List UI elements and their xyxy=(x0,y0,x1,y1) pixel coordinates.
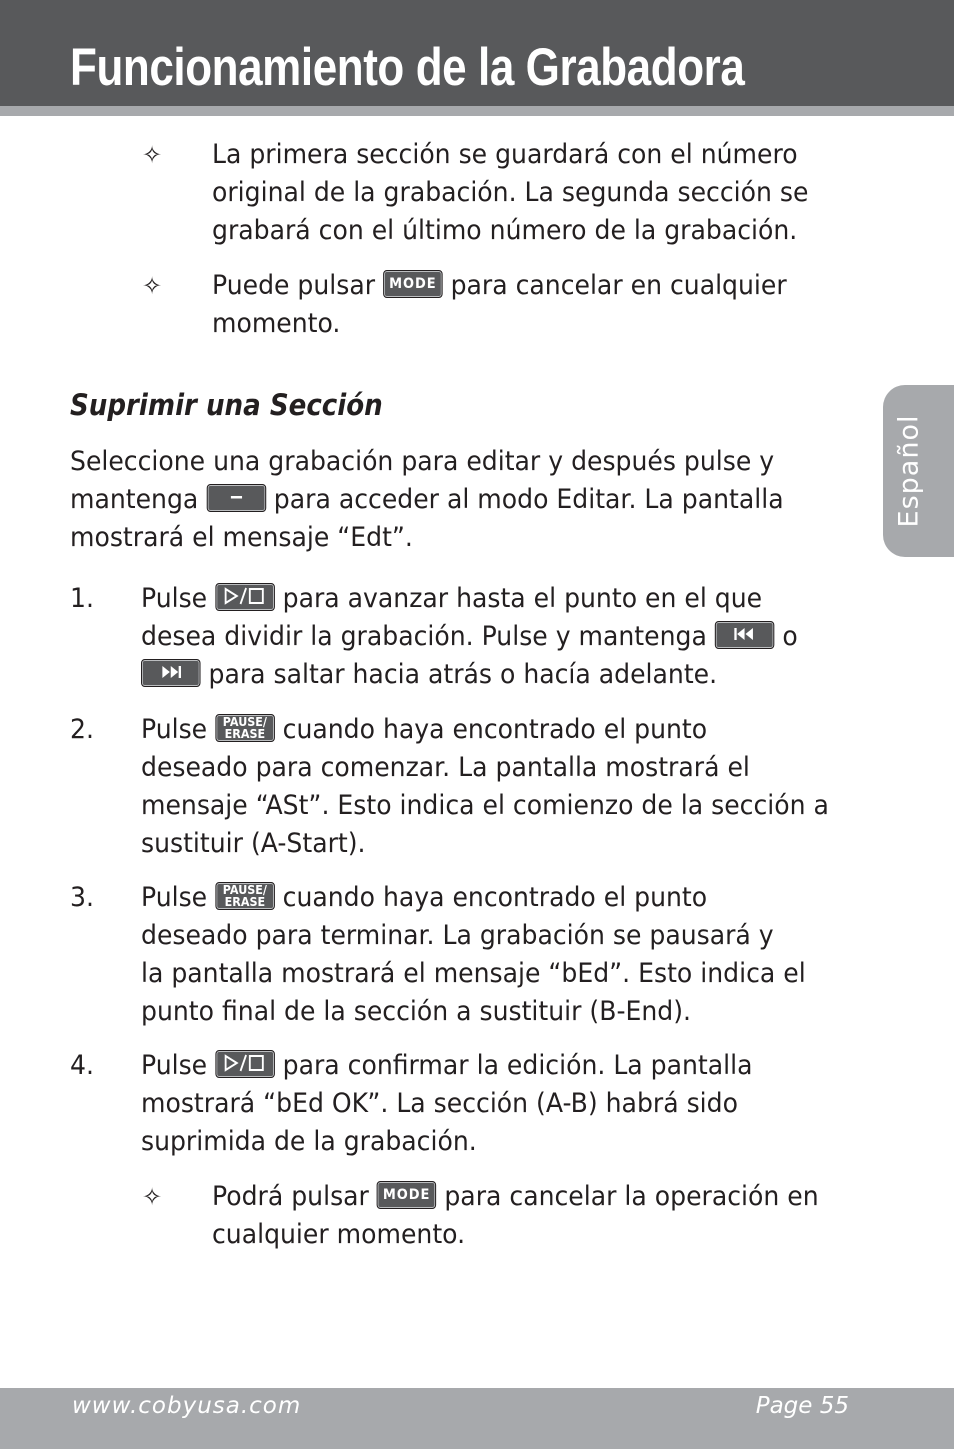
play-stop-key-icon xyxy=(215,1050,275,1078)
step-text: Pulse para confirmar la edición. La pantalla mostrará “bEd OK”. La sección (A-B) habrá sido suprimida de la grabación. xyxy=(141,1050,753,1157)
step-number: 2. xyxy=(70,714,94,745)
step-number: 3. xyxy=(70,882,94,913)
skip-forward-key-icon xyxy=(141,659,201,687)
step-text: Pulse PAUSE/ ERASE cuando haya encontrado el punto deseado para terminar. La grabación se pausará y la pantalla mostrará el mensaje “bEd”. Esto indica el punto final de la sección a sustituir (B-End). xyxy=(141,882,806,1027)
section-title: Suprimir una Sección xyxy=(70,388,383,422)
mode-key-icon: MODE xyxy=(383,270,443,298)
pause-erase-key-icon: PAUSE/ ERASE xyxy=(215,882,275,910)
step-number: 4. xyxy=(70,1050,94,1081)
skip-back-key-icon xyxy=(715,621,775,649)
intro-paragraph: Seleccione una grabación para editar y después pulse y mantenga para acceder al modo Editar. La pantalla mostrará el mensaje “Edt”. xyxy=(70,446,784,553)
header-rule xyxy=(0,106,954,116)
footer-url: www.cobyusa.com xyxy=(72,1393,302,1419)
star-bullet-icon: ✧ xyxy=(142,141,163,169)
step-text: Pulse para avanzar hasta el punto en el que desea dividir la grabación. Pulse y mantenga o para saltar hacia atrás o hacía adelante. xyxy=(141,583,798,690)
bullet-text: Puede pulsar MODE para cancelar en cualquier momento. xyxy=(212,270,787,339)
mode-key-icon: MODE xyxy=(377,1181,437,1209)
minus-key-icon xyxy=(206,484,266,512)
star-bullet-icon: ✧ xyxy=(142,272,163,300)
play-stop-key-icon xyxy=(215,583,275,611)
pause-erase-key-icon: PAUSE/ ERASE xyxy=(215,714,275,742)
page-title: Funcionamiento de la Grabadora xyxy=(70,38,745,97)
page-number: Page 55 xyxy=(755,1393,849,1419)
language-tab-label: Español xyxy=(893,414,925,528)
step-number: 1. xyxy=(70,583,94,614)
bullet-text: Podrá pulsar MODE para cancelar la operación en cualquier momento. xyxy=(212,1181,819,1250)
language-tab xyxy=(883,385,954,557)
step-text: Pulse PAUSE/ ERASE cuando haya encontrado el punto deseado para comenzar. La pantalla mostrará el mensaje “ASt”. Esto indica el comienzo de la sección a sustituir (A-Start). xyxy=(141,714,829,859)
star-bullet-icon: ✧ xyxy=(142,1183,163,1211)
bullet-text: La primera sección se guardará con el número original de la grabación. La segunda sección se grabará con el último número de la grabación. xyxy=(212,139,809,246)
